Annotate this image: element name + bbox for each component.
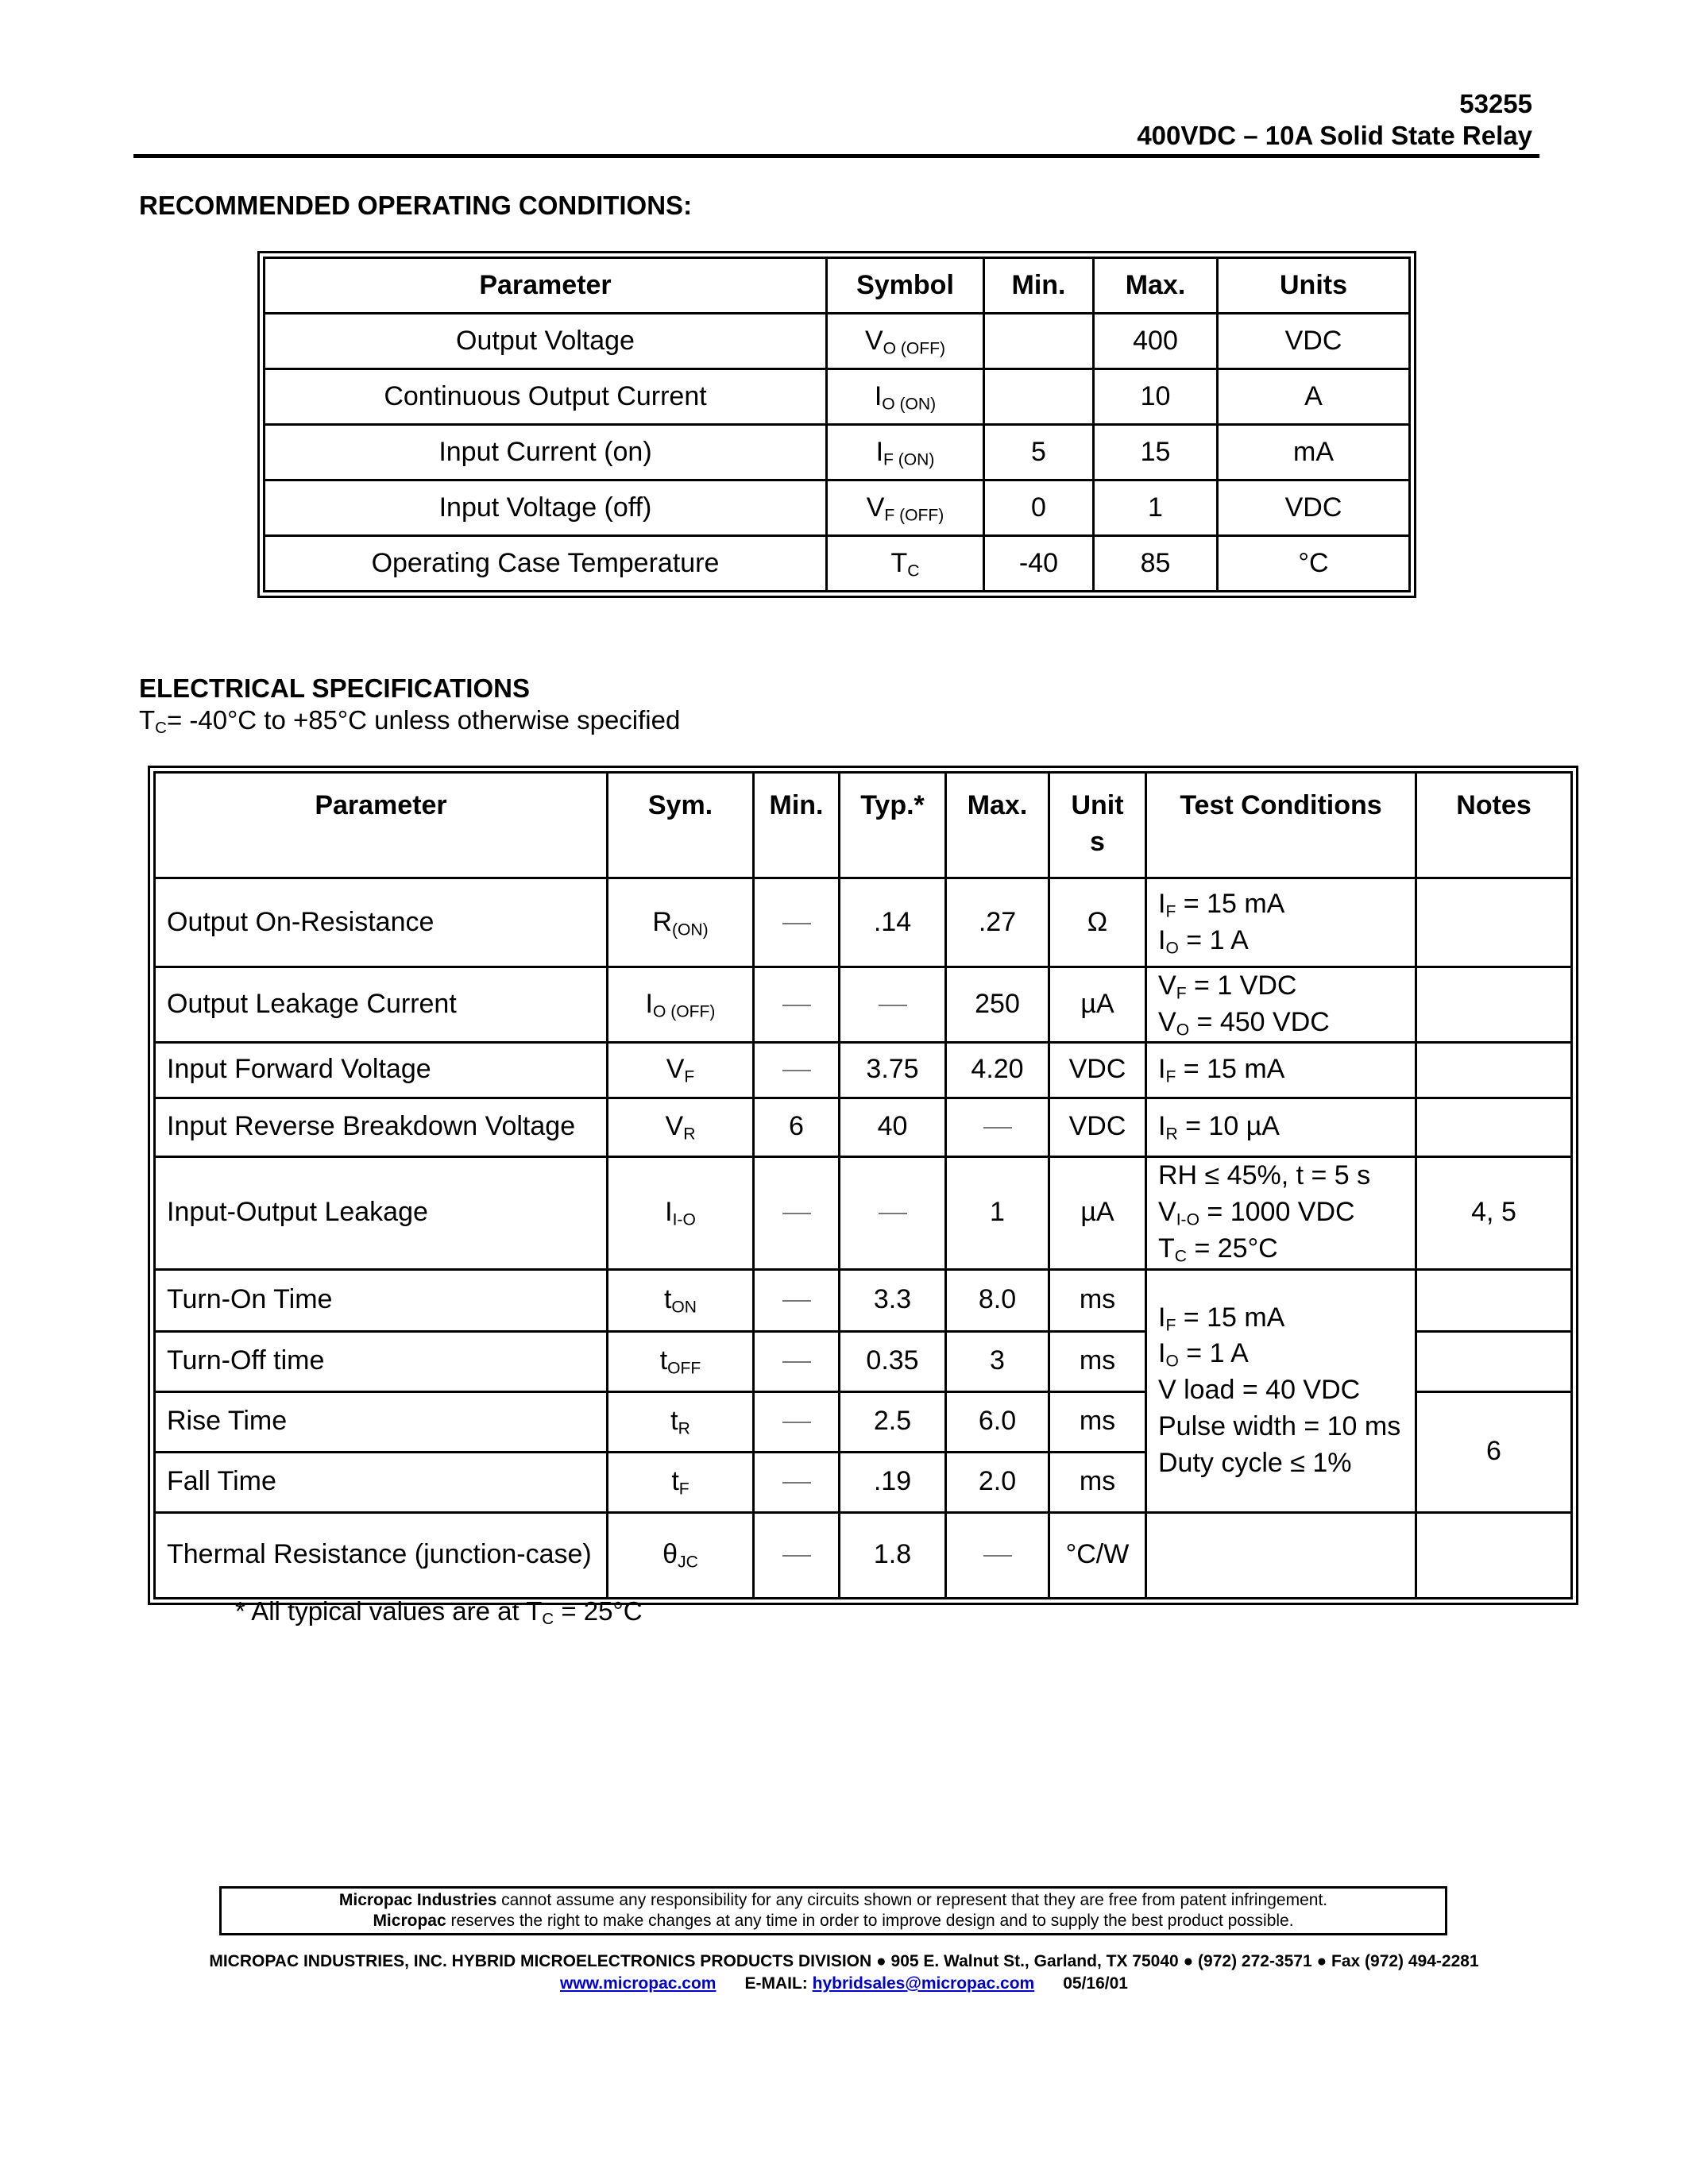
es-subtitle-rest: = -40°C to +85°C unless otherwise specified (166, 705, 681, 735)
es-parameter: Fall Time (155, 1452, 608, 1512)
roc-max: 1 (1094, 480, 1218, 536)
es-unit: ms (1049, 1269, 1146, 1331)
es-conditions (1146, 1512, 1416, 1598)
condition-sub: R (1165, 1125, 1178, 1144)
es-row (155, 1042, 1572, 1098)
roc-symbol-sub: C (907, 561, 920, 580)
condition-sub: O (1165, 1352, 1179, 1371)
es-symbol-main: V (665, 1111, 684, 1142)
es-unit: µA (1049, 1156, 1146, 1269)
website-link[interactable]: www.micropac.com (560, 1974, 717, 1993)
roc-header-row (265, 258, 1410, 314)
es-section-title: ELECTRICAL SPECIFICATIONS (139, 673, 530, 703)
roc-parameter: Output Voltage (265, 314, 827, 369)
es-header-cell: Notes (1416, 773, 1572, 878)
roc-section-title: RECOMMENDED OPERATING CONDITIONS: (139, 191, 693, 220)
es-parameter: Turn-Off time (155, 1331, 608, 1391)
es-max: .27 (946, 878, 1049, 967)
dash-mark (782, 1070, 811, 1071)
footnote-text: * All typical values are at T (235, 1596, 543, 1626)
es-header-cell: Max. (946, 773, 1049, 878)
dash-mark (983, 1127, 1012, 1129)
es-symbol-sub: O (OFF) (653, 1002, 716, 1021)
es-parameter: Output Leakage Current (155, 967, 608, 1043)
roc-min: 5 (984, 425, 1094, 480)
email-link[interactable]: hybridsales@micropac.com (812, 1974, 1035, 1993)
disclaimer-text-2: reserves the right to make changes at any time in order to improve design and to supply the best product possible. (446, 1912, 1294, 1930)
roc-symbol-main: V (864, 325, 883, 356)
disclaimer-company: Micropac Industries (338, 1891, 497, 1909)
es-symbol-main: t (671, 1466, 679, 1497)
condition-sub: F (1165, 1067, 1176, 1086)
es-symbol-sub: JC (678, 1553, 698, 1572)
es-notes (1416, 1269, 1572, 1331)
es-typ: 2.5 (840, 1391, 946, 1452)
roc-symbol-sub: F (ON) (883, 450, 935, 469)
es-header-cell: Min. (754, 773, 840, 878)
roc-parameter: Input Current (on) (265, 425, 827, 480)
condition-sub: C (1174, 1247, 1188, 1266)
disclaimer-line-2 (222, 1911, 1445, 1931)
es-row (155, 1156, 1572, 1269)
roc-symbol-sub: F (OFF) (884, 505, 944, 524)
roc-parameter: Continuous Output Current (265, 369, 827, 425)
es-typ: .14 (840, 878, 946, 967)
es-max (946, 1512, 1049, 1598)
es-symbol (608, 1042, 754, 1098)
es-subtitle-sub: C (155, 719, 167, 738)
email-label: E-MAIL: (744, 1974, 808, 1993)
roc-header-cell: Max. (1094, 258, 1218, 314)
es-max: 1 (946, 1156, 1049, 1269)
condition-sub: I-O (1176, 1210, 1199, 1229)
es-notes: 4, 5 (1416, 1156, 1572, 1269)
es-notes (1416, 878, 1572, 967)
condition-line: Duty cycle ≤ 1% (1158, 1448, 1352, 1479)
es-symbol-sub: R (678, 1419, 690, 1438)
company-address-line: MICROPAC INDUSTRIES, INC. HYBRID MICROELECTRONICS PRODUCTS DIVISION ● 905 E. Walnut St., Garland, TX 75040 ● (972) 272-3571 ● Fax (972) 494-2281 (209, 1952, 1479, 1970)
es-header-cell: Test Conditions (1146, 773, 1416, 878)
es-typ: 3.3 (840, 1269, 946, 1331)
condition-line: $V_O = 450$ VDC (1158, 1006, 1330, 1040)
roc-symbol-main: I (874, 380, 883, 411)
roc-max: 85 (1094, 536, 1218, 592)
condition-line: $T_C = 25^\circ C$ (1158, 1233, 1278, 1266)
es-typ (840, 1156, 946, 1269)
roc-units: A (1218, 369, 1410, 425)
es-table-frame (148, 766, 1578, 1605)
es-symbol-main: t (670, 1406, 678, 1437)
es-symbol (608, 1269, 754, 1331)
typical-values-footnote (235, 1596, 643, 1629)
es-notes (1416, 1042, 1572, 1098)
es-typ: 1.8 (840, 1512, 946, 1598)
roc-row (265, 425, 1410, 480)
document-date: 05/16/01 (1063, 1974, 1128, 1993)
disclaimer-line-1 (222, 1890, 1445, 1911)
roc-min (984, 369, 1094, 425)
roc-units: mA (1218, 425, 1410, 480)
es-symbol (608, 1391, 754, 1452)
es-symbol-main: I (645, 988, 653, 1019)
dash-mark (782, 1005, 811, 1006)
roc-symbol-main: V (866, 492, 885, 523)
es-min (754, 967, 840, 1043)
es-symbol-main: R (652, 906, 672, 937)
roc-symbol (827, 536, 984, 592)
es-row (155, 1098, 1572, 1156)
es-min (754, 1269, 840, 1331)
es-symbol-main: t (663, 1284, 672, 1315)
es-min (754, 878, 840, 967)
condition-line: $I_F = 15$ mA (1158, 1302, 1285, 1334)
es-header-cell: Sym. (608, 773, 754, 878)
roc-symbol (827, 369, 984, 425)
es-symbol (608, 1098, 754, 1156)
condition-sub: F (1165, 901, 1176, 920)
es-parameter: Input-Output Leakage (155, 1156, 608, 1269)
roc-symbol-main: T (890, 547, 908, 578)
es-unit: ms (1049, 1391, 1146, 1452)
es-row (155, 967, 1572, 1043)
es-timing-notes: 6 (1416, 1391, 1572, 1512)
dash-mark (879, 1005, 907, 1006)
roc-table-frame (257, 251, 1416, 598)
es-unit: µA (1049, 967, 1146, 1043)
es-timing-conditions (1146, 1269, 1416, 1512)
es-max: 8.0 (946, 1269, 1049, 1331)
es-header-cell: Unit s (1049, 773, 1146, 878)
es-table (153, 771, 1573, 1599)
header-rule (133, 154, 1539, 158)
es-conditions (1146, 1098, 1416, 1156)
es-symbol-main: t (659, 1345, 668, 1376)
roc-min: 0 (984, 480, 1094, 536)
es-notes (1416, 1512, 1572, 1598)
condition-line: $V_{I-O} = 1000$ VDC (1158, 1197, 1355, 1229)
es-min: 6 (754, 1098, 840, 1156)
document-title: 400VDC – 10A Solid State Relay (1137, 121, 1532, 150)
es-typ (840, 967, 946, 1043)
roc-header-cell: Symbol (827, 258, 984, 314)
dash-mark (782, 923, 811, 924)
es-symbol-sub: R (683, 1125, 696, 1144)
roc-max: 15 (1094, 425, 1218, 480)
es-max: 2.0 (946, 1452, 1049, 1512)
roc-symbol-sub: O (OFF) (883, 338, 946, 357)
es-conditions (1146, 878, 1416, 967)
roc-min: -40 (984, 536, 1094, 592)
es-min (754, 1452, 840, 1512)
es-parameter: Output On-Resistance (155, 878, 608, 967)
roc-min (984, 314, 1094, 369)
es-max (946, 1098, 1049, 1156)
roc-parameter: Operating Case Temperature (265, 536, 827, 592)
condition-line: $I_O = 1$ A (1158, 924, 1249, 957)
es-symbol (608, 1156, 754, 1269)
roc-symbol (827, 425, 984, 480)
roc-header-cell: Units (1218, 258, 1410, 314)
roc-symbol (827, 314, 984, 369)
es-row (155, 1512, 1572, 1598)
roc-symbol (827, 480, 984, 536)
roc-units: °C (1218, 536, 1410, 592)
roc-table (263, 257, 1411, 592)
dash-mark (782, 1361, 811, 1363)
es-max: 3 (946, 1331, 1049, 1391)
es-symbol-sub: I-O (672, 1210, 696, 1229)
es-symbol (608, 967, 754, 1043)
roc-symbol-sub: O (ON) (882, 394, 937, 413)
roc-units: VDC (1218, 480, 1410, 536)
roc-header-cell: Parameter (265, 258, 827, 314)
es-typ: 0.35 (840, 1331, 946, 1391)
roc-max: 10 (1094, 369, 1218, 425)
condition-sub: F (1165, 1315, 1176, 1334)
es-unit: Ω (1049, 878, 1146, 967)
part-number: 53255 (1459, 89, 1532, 118)
es-row (155, 1269, 1572, 1331)
es-symbol-sub: (ON) (671, 920, 709, 939)
es-unit: VDC (1049, 1098, 1146, 1156)
es-symbol (608, 1331, 754, 1391)
es-min (754, 1042, 840, 1098)
es-typ: 40 (840, 1098, 946, 1156)
condition-sub: O (1176, 1021, 1190, 1040)
es-min (754, 1156, 840, 1269)
roc-symbol-main: I (875, 436, 884, 467)
roc-units: VDC (1218, 314, 1410, 369)
contact-line (0, 1974, 1688, 1993)
es-max: 4.20 (946, 1042, 1049, 1098)
condition-sub: O (1165, 938, 1179, 957)
es-conditions (1146, 1042, 1416, 1098)
es-min (754, 1512, 840, 1598)
es-symbol (608, 1512, 754, 1598)
footnote-post: = 25°C (554, 1596, 643, 1626)
condition-sub: F (1176, 984, 1187, 1003)
es-subtitle-sym: T (139, 705, 156, 735)
footnote-sub: C (542, 1610, 554, 1629)
es-unit: °C/W (1049, 1512, 1146, 1598)
es-symbol-main: θ (662, 1539, 678, 1570)
roc-row (265, 314, 1410, 369)
es-symbol-sub: F (678, 1480, 689, 1499)
es-typ: 3.75 (840, 1042, 946, 1098)
roc-max: 400 (1094, 314, 1218, 369)
dash-mark (879, 1213, 907, 1214)
condition-line: $I_R = 10$ µA (1158, 1111, 1280, 1144)
es-notes (1416, 1098, 1572, 1156)
condition-line: $V_F = 1$ VDC (1158, 970, 1297, 1003)
es-symbol-sub: ON (671, 1298, 697, 1317)
dash-mark (782, 1482, 811, 1484)
disclaimer-text-1: cannot assume any responsibility for any circuits shown or represent that they are free from patent infringement. (496, 1891, 1328, 1909)
disclaimer-company-2: Micropac (373, 1912, 446, 1930)
dash-mark (782, 1300, 811, 1302)
roc-header-cell: Min. (984, 258, 1094, 314)
condition-line: $I_F = 15$ mA (1158, 888, 1285, 920)
es-subtitle (139, 705, 681, 738)
es-header-row (155, 773, 1572, 878)
es-row (155, 878, 1572, 967)
es-parameter: Input Forward Voltage (155, 1042, 608, 1098)
condition-line: $I_F = 15$ mA (1158, 1054, 1285, 1086)
es-notes (1416, 967, 1572, 1043)
es-symbol-main: V (666, 1054, 685, 1085)
es-conditions (1146, 1156, 1416, 1269)
es-max: 250 (946, 967, 1049, 1043)
condition-line: Pulse width = 10 ms (1158, 1411, 1401, 1442)
dash-mark (782, 1555, 811, 1557)
disclaimer-box (219, 1886, 1447, 1935)
es-header-cell: Parameter (155, 773, 608, 878)
dash-mark (782, 1213, 811, 1214)
condition-line: $I_O = 1$ A (1158, 1338, 1249, 1371)
dash-mark (782, 1422, 811, 1423)
roc-parameter: Input Voltage (off) (265, 480, 827, 536)
es-symbol-sub: F (684, 1067, 695, 1086)
roc-row (265, 536, 1410, 592)
es-max: 6.0 (946, 1391, 1049, 1452)
es-symbol-main: I (665, 1197, 673, 1228)
es-parameter: Input Reverse Breakdown Voltage (155, 1098, 608, 1156)
es-min (754, 1391, 840, 1452)
condition-line: RH ≤ 45%, t = 5 s (1158, 1160, 1371, 1191)
es-symbol (608, 878, 754, 967)
es-parameter: Thermal Resistance (junction-case) (155, 1512, 608, 1598)
es-notes (1416, 1331, 1572, 1391)
es-unit: VDC (1049, 1042, 1146, 1098)
es-unit: ms (1049, 1331, 1146, 1391)
es-symbol-sub: OFF (667, 1359, 701, 1378)
es-conditions (1146, 967, 1416, 1043)
es-typ: .19 (840, 1452, 946, 1512)
es-unit: ms (1049, 1452, 1146, 1512)
es-parameter: Rise Time (155, 1391, 608, 1452)
roc-row (265, 480, 1410, 536)
es-symbol (608, 1452, 754, 1512)
es-header-cell: Typ.* (840, 773, 946, 878)
es-parameter: Turn-On Time (155, 1269, 608, 1331)
condition-line: V load = 40 VDC (1158, 1375, 1361, 1406)
roc-row (265, 369, 1410, 425)
es-min (754, 1331, 840, 1391)
dash-mark (983, 1555, 1012, 1557)
